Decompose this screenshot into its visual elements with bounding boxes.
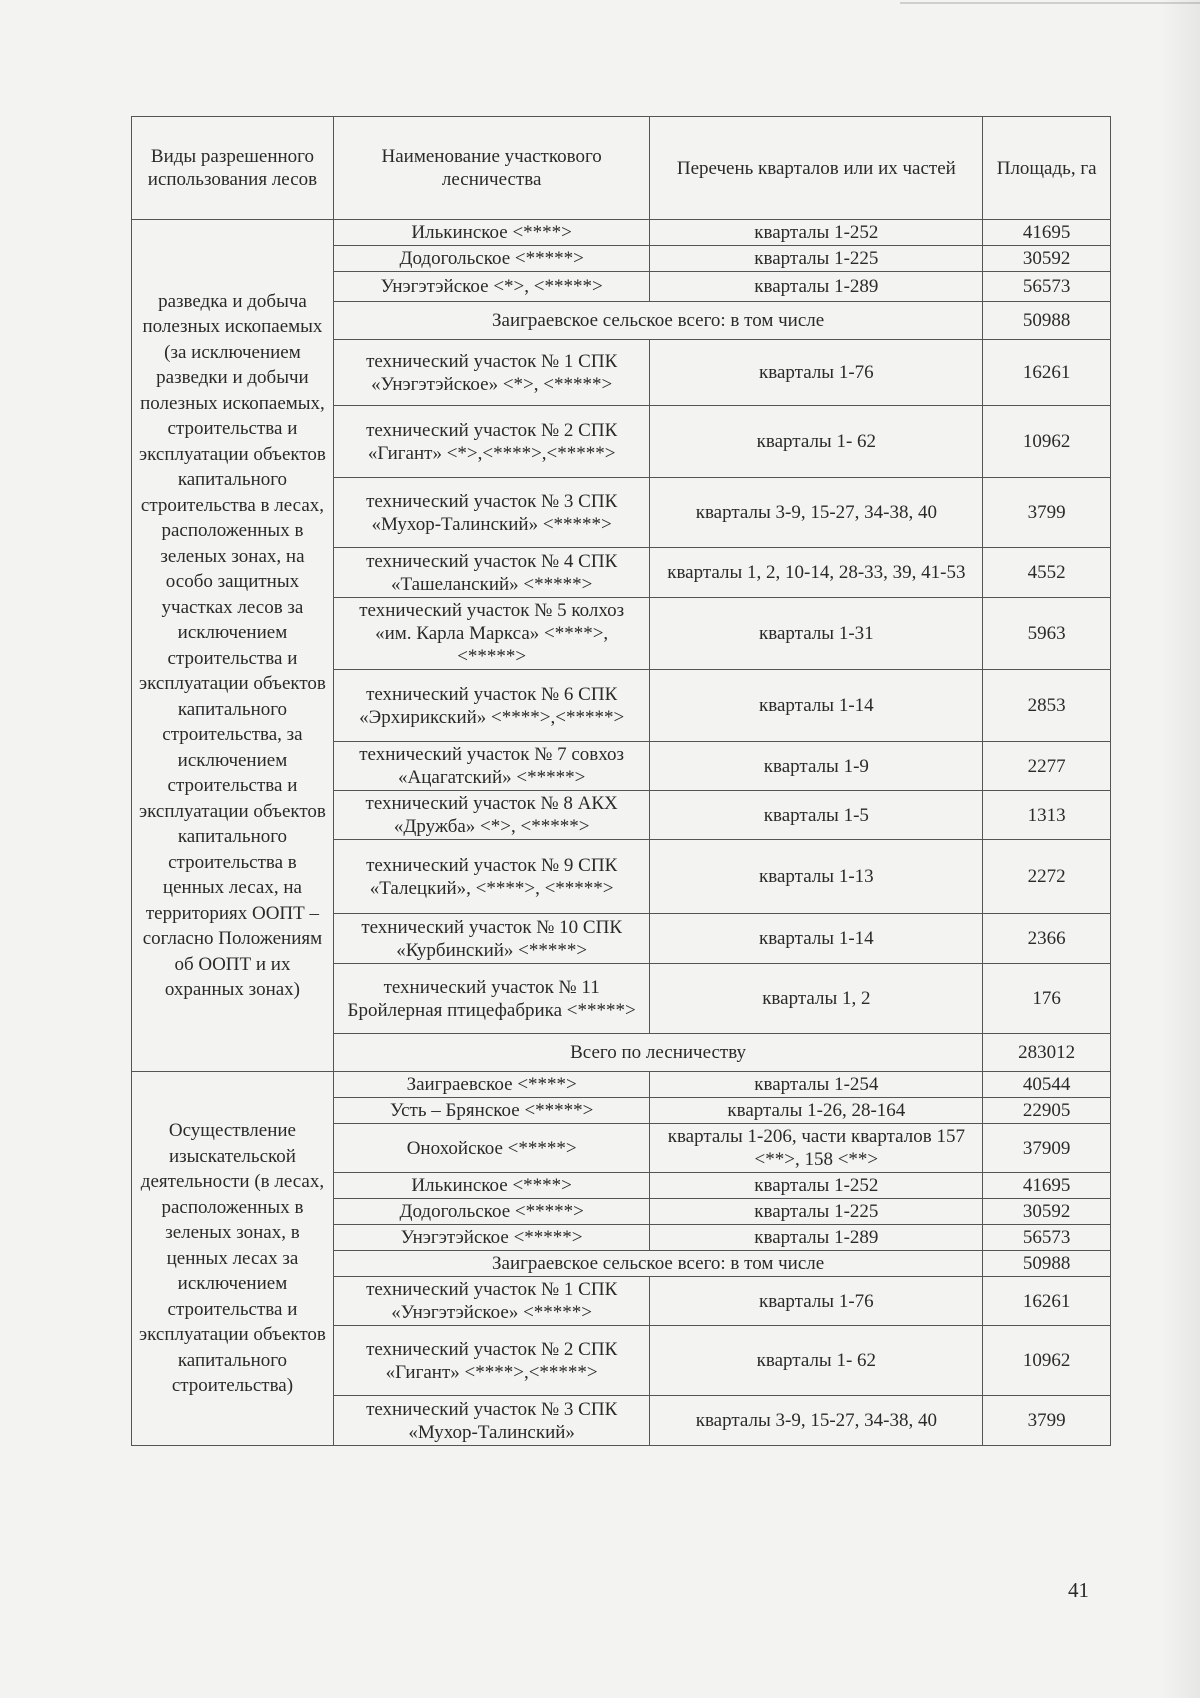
area-cell: 2366 [983,914,1111,964]
quarters-cell: кварталы 1-289 [650,272,983,302]
area-cell: 4552 [983,548,1111,598]
forestry-name-cell: технический участок № 1 СПК «Унэгэтэйское» <*>, <*****> [333,340,650,406]
area-cell: 50988 [983,1251,1111,1277]
quarters-cell: кварталы 1-13 [650,840,983,914]
page-number: 41 [1068,1578,1089,1602]
quarters-cell: кварталы 1-31 [650,598,983,670]
area-cell: 176 [983,964,1111,1034]
forestry-name-cell: технический участок № 2 СПК «Гигант» <****>,<*****> [333,1326,650,1396]
quarters-cell: кварталы 1-14 [650,914,983,964]
area-cell: 50988 [983,302,1111,340]
forestry-name-cell: технический участок № 11 Бройлерная птицефабрика <*****> [333,964,650,1034]
area-cell: 30592 [983,246,1111,272]
quarters-cell: кварталы 1-225 [650,1199,983,1225]
forestry-name-cell: технический участок № 3 СПК «Мухор-Талинский» [333,1396,650,1446]
scan-edge-line [900,2,1200,4]
table-row [132,1072,1111,1098]
quarters-cell: кварталы 1-252 [650,1173,983,1199]
forestry-name-cell: технический участок № 9 СПК «Талецкий», <****>, <*****> [333,840,650,914]
area-cell: 2853 [983,670,1111,742]
forestry-name-cell: технический участок № 10 СПК «Курбинский» <*****> [333,914,650,964]
header-forestry-name: Наименование участкового лесничества [333,117,650,220]
area-cell: 10962 [983,1326,1111,1396]
area-cell: 2277 [983,742,1111,791]
forest-use-table [131,116,1111,1446]
forestry-name-cell: Илькинское <****> [333,220,650,246]
forestry-name-cell: технический участок № 5 колхоз «им. Карла Маркса» <****>, <*****> [333,598,650,670]
quarters-cell: кварталы 3-9, 15-27, 34-38, 40 [650,1396,983,1446]
quarters-cell: кварталы 1, 2, 10-14, 28-33, 39, 41-53 [650,548,983,598]
area-cell: 30592 [983,1199,1111,1225]
forestry-name-cell: технический участок № 7 совхоз «Ацагатский» <*****> [333,742,650,791]
forestry-name-cell: Унэгэтэйское <*****> [333,1225,650,1251]
quarters-cell: кварталы 1-289 [650,1225,983,1251]
header-area: Площадь, га [983,117,1111,220]
area-cell: 22905 [983,1098,1111,1124]
total-label-cell: Заиграевское сельское всего: в том числе [333,1251,982,1277]
area-cell: 16261 [983,1277,1111,1326]
quarters-cell: кварталы 1-9 [650,742,983,791]
forestry-name-cell: Заиграевское <****> [333,1072,650,1098]
area-cell: 3799 [983,478,1111,548]
forestry-name-cell: Усть – Брянское <*****> [333,1098,650,1124]
quarters-cell: кварталы 1-76 [650,340,983,406]
quarters-cell: кварталы 1, 2 [650,964,983,1034]
forestry-name-cell: технический участок № 6 СПК «Эрхирикский» <****>,<*****> [333,670,650,742]
quarters-cell: кварталы 1-14 [650,670,983,742]
use-type-cell: разведка и добыча полезных ископаемых (за исключением разведки и добычи полезных ископаемых, строительства и эксплуатации объектов капитального строительства в лесах, расположенных в зеленых зонах, на особо защитных участках лесов за исключением строительства и эксплуатации объектов капитального строительства, за исключением строительства и эксплуатации объектов капитального строительства в ценных лесах, на территориях ООПТ – согласно Положениям об ООПТ и их охранных зонах) [132,220,334,1072]
total-label-cell: Всего по лесничеству [333,1034,982,1072]
area-cell: 16261 [983,340,1111,406]
area-cell: 41695 [983,1173,1111,1199]
forestry-name-cell: технический участок № 4 СПК «Ташеланский» <*****> [333,548,650,598]
quarters-cell: кварталы 1- 62 [650,1326,983,1396]
forestry-name-cell: Онохойское <*****> [333,1124,650,1173]
use-type-cell: Осуществление изыскательской деятельности (в лесах, расположенных в зеленых зонах, в ценных лесах за исключением строительства и эксплуатации объектов капитального строительства) [132,1072,334,1446]
forestry-name-cell: технический участок № 8 АКХ «Дружба» <*>, <*****> [333,791,650,840]
forestry-name-cell: Унэгэтэйское <*>, <*****> [333,272,650,302]
table-body [132,220,1111,1446]
area-cell: 56573 [983,272,1111,302]
area-cell: 1313 [983,791,1111,840]
area-cell: 56573 [983,1225,1111,1251]
header-use-type: Виды разрешенного использования лесов [132,117,334,220]
quarters-cell: кварталы 1-254 [650,1072,983,1098]
area-cell: 3799 [983,1396,1111,1446]
area-cell: 10962 [983,406,1111,478]
quarters-cell: кварталы 3-9, 15-27, 34-38, 40 [650,478,983,548]
quarters-cell: кварталы 1-206, части кварталов 157 <**>, 158 <**> [650,1124,983,1173]
quarters-cell: кварталы 1-5 [650,791,983,840]
table-header-row [132,117,1111,220]
header-quarters: Перечень кварталов или их частей [650,117,983,220]
forestry-name-cell: технический участок № 3 СПК «Мухор-Талинский» <*****> [333,478,650,548]
quarters-cell: кварталы 1-225 [650,246,983,272]
table-row [132,220,1111,246]
forestry-name-cell: Додогольское <*****> [333,246,650,272]
quarters-cell: кварталы 1-26, 28-164 [650,1098,983,1124]
area-cell: 5963 [983,598,1111,670]
forestry-name-cell: Додогольское <*****> [333,1199,650,1225]
forestry-name-cell: Илькинское <****> [333,1173,650,1199]
quarters-cell: кварталы 1-76 [650,1277,983,1326]
area-cell: 37909 [983,1124,1111,1173]
area-cell: 283012 [983,1034,1111,1072]
forestry-name-cell: технический участок № 2 СПК «Гигант» <*>,<****>,<*****> [333,406,650,478]
quarters-cell: кварталы 1-252 [650,220,983,246]
quarters-cell: кварталы 1- 62 [650,406,983,478]
total-label-cell: Заиграевское сельское всего: в том числе [333,302,982,340]
area-cell: 2272 [983,840,1111,914]
area-cell: 40544 [983,1072,1111,1098]
forestry-name-cell: технический участок № 1 СПК «Унэгэтэйское» <*****> [333,1277,650,1326]
scan-edge-shadow [1160,0,1200,1698]
area-cell: 41695 [983,220,1111,246]
